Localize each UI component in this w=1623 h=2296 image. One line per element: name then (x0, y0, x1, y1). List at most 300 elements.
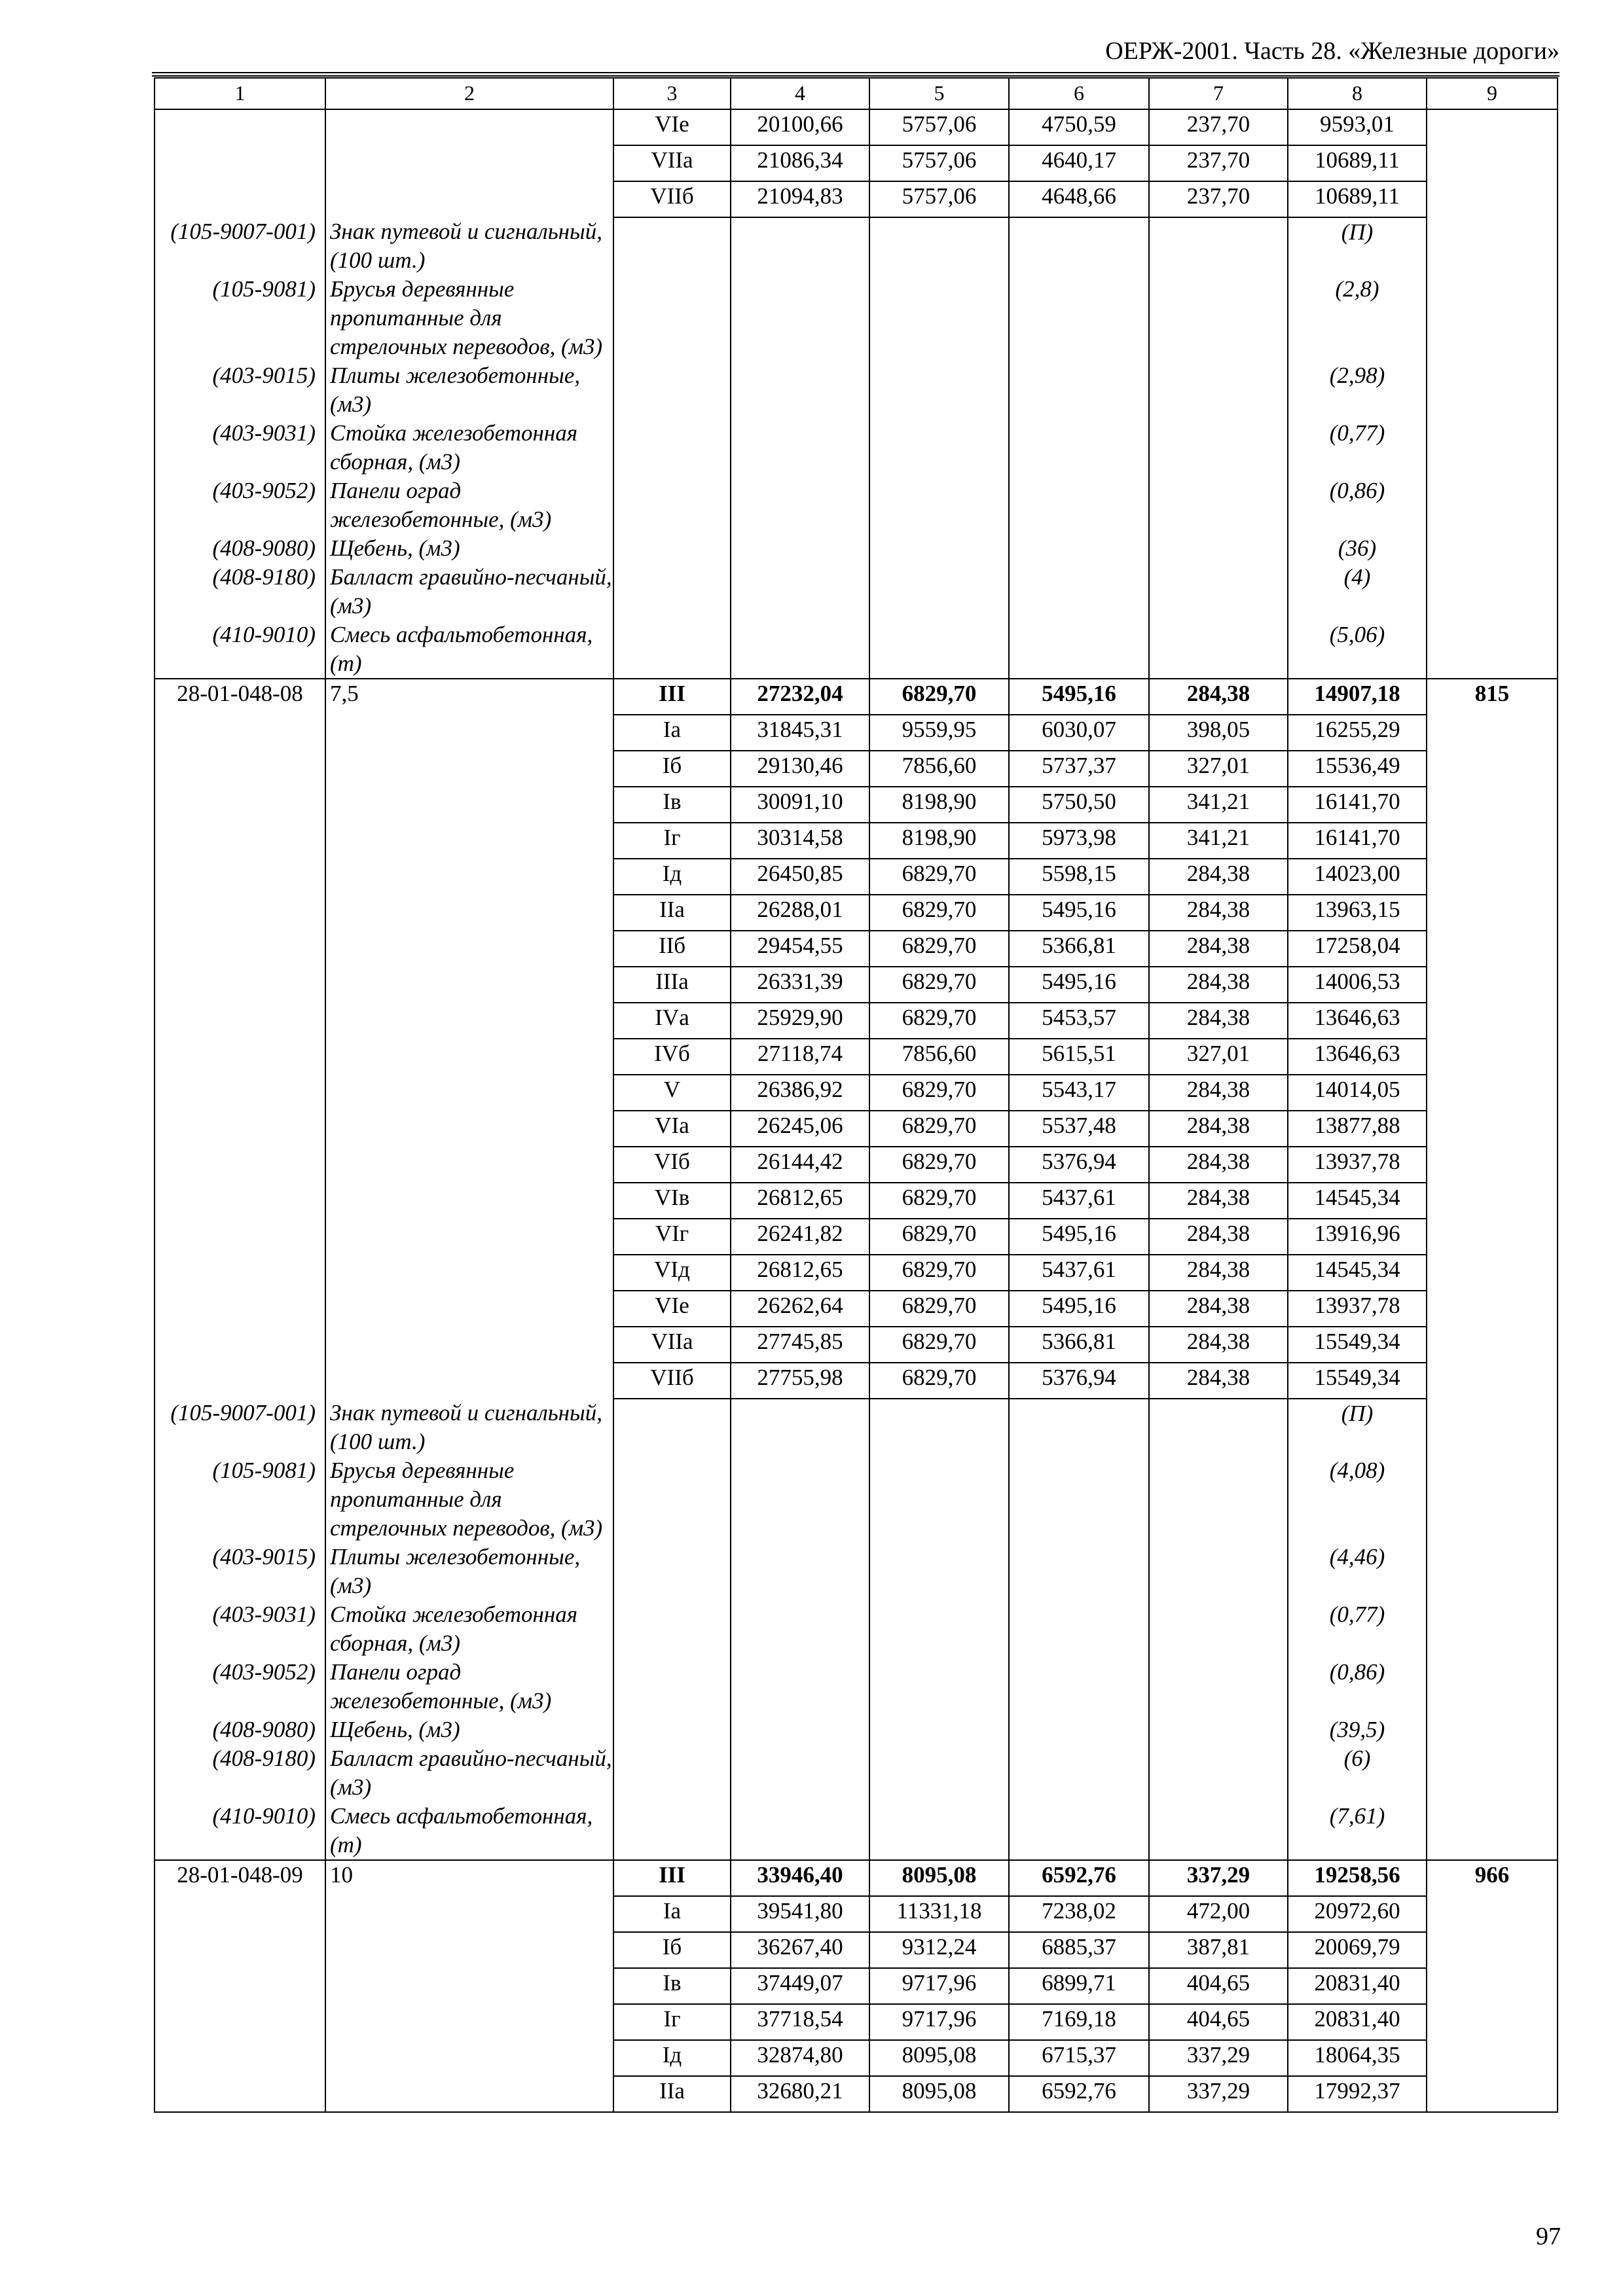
value-cell: 8095,08 (869, 2040, 1009, 2076)
value-cell: 14907,18 (1288, 679, 1427, 715)
entry-param-cell (325, 109, 613, 145)
material-row (155, 1744, 1558, 1802)
table-row (155, 2040, 1558, 2076)
value-cell: 13646,63 (1288, 1003, 1427, 1039)
column-header: 2 (325, 78, 613, 109)
empty-cell (731, 1600, 869, 1658)
material-qty: (0,86) (1288, 1658, 1427, 1715)
empty-cell (1009, 1744, 1149, 1802)
empty-cell (613, 1456, 731, 1543)
empty-cell (869, 476, 1009, 534)
value-cell: 472,00 (1149, 1896, 1288, 1932)
zone-cell: Iб (613, 1932, 731, 1968)
material-row (155, 1600, 1558, 1658)
empty-cell (1427, 275, 1558, 361)
value-cell: 20831,40 (1288, 1968, 1427, 2004)
value-cell: 13916,96 (1288, 1219, 1427, 1255)
empty-cell (613, 419, 731, 476)
value-cell: 10689,11 (1288, 145, 1427, 181)
entry-code-cell (155, 1039, 325, 1075)
entry-code-cell (155, 109, 325, 145)
total-cell (1427, 1111, 1558, 1147)
material-name: Плиты железобетонные, (м3) (325, 361, 613, 419)
empty-cell (731, 1543, 869, 1600)
value-cell: 25929,90 (731, 1003, 869, 1039)
material-qty: (4,46) (1288, 1543, 1427, 1600)
empty-cell (613, 1543, 731, 1600)
value-cell: 337,29 (1149, 2076, 1288, 2112)
value-cell: 8095,08 (869, 2076, 1009, 2112)
value-cell: 284,38 (1149, 1111, 1288, 1147)
table-row (155, 1291, 1558, 1327)
material-row (155, 1715, 1558, 1744)
table-row (155, 2004, 1558, 2040)
total-cell (1427, 2004, 1558, 2040)
total-cell (1427, 751, 1558, 787)
material-qty: (36) (1288, 534, 1427, 563)
value-cell: 387,81 (1149, 1932, 1288, 1968)
value-cell: 6829,70 (869, 1183, 1009, 1219)
material-row (155, 1802, 1558, 1860)
empty-cell (613, 563, 731, 620)
material-row (155, 534, 1558, 563)
value-cell: 341,21 (1149, 823, 1288, 859)
empty-cell (613, 1715, 731, 1744)
zone-cell: Iв (613, 1968, 731, 2004)
value-cell: 6899,71 (1009, 1968, 1149, 2004)
empty-cell (1427, 217, 1558, 275)
value-cell: 284,38 (1149, 1075, 1288, 1111)
value-cell: 341,21 (1149, 787, 1288, 823)
value-cell: 6829,70 (869, 1219, 1009, 1255)
value-cell: 9717,96 (869, 2004, 1009, 2040)
empty-cell (613, 1744, 731, 1802)
total-cell (1427, 2040, 1558, 2076)
zone-cell: VIб (613, 1147, 731, 1183)
value-cell: 11331,18 (869, 1896, 1009, 1932)
total-cell (1427, 1219, 1558, 1255)
value-cell: 6829,70 (869, 1363, 1009, 1399)
value-cell: 7856,60 (869, 1039, 1009, 1075)
value-cell: 29454,55 (731, 931, 869, 967)
material-row (155, 1399, 1558, 1456)
empty-cell (1149, 419, 1288, 476)
entry-param-cell (325, 1327, 613, 1363)
entry-code-cell (155, 1291, 325, 1327)
value-cell: 4640,17 (1009, 145, 1149, 181)
value-cell: 18064,35 (1288, 2040, 1427, 2076)
empty-cell (869, 1802, 1009, 1860)
value-cell: 284,38 (1149, 1255, 1288, 1291)
value-cell: 284,38 (1149, 1219, 1288, 1255)
material-code: (403-9031) (155, 1600, 325, 1658)
entry-code-cell (155, 1219, 325, 1255)
total-cell (1427, 1327, 1558, 1363)
material-row (155, 620, 1558, 679)
empty-cell (731, 275, 869, 361)
entry-param-cell: 7,5 (325, 679, 613, 715)
value-cell: 5543,17 (1009, 1075, 1149, 1111)
empty-cell (1009, 476, 1149, 534)
value-cell: 14545,34 (1288, 1255, 1427, 1291)
material-qty: (4) (1288, 563, 1427, 620)
material-code: (105-9081) (155, 1456, 325, 1543)
value-cell: 20831,40 (1288, 2004, 1427, 2040)
entry-code-cell (155, 715, 325, 751)
material-qty: (2,98) (1288, 361, 1427, 419)
entry-param-cell (325, 2040, 613, 2076)
value-cell: 404,65 (1149, 1968, 1288, 2004)
value-cell: 37718,54 (731, 2004, 869, 2040)
column-header: 3 (613, 78, 731, 109)
value-cell: 27232,04 (731, 679, 869, 715)
table-row (155, 145, 1558, 181)
material-code: (403-9015) (155, 361, 325, 419)
value-cell: 14023,00 (1288, 859, 1427, 895)
table-row (155, 931, 1558, 967)
entry-param-cell (325, 1255, 613, 1291)
material-name: Балласт гравийно-песчаный, (м3) (325, 563, 613, 620)
value-cell: 27755,98 (731, 1363, 869, 1399)
value-cell: 5376,94 (1009, 1147, 1149, 1183)
empty-cell (1009, 1456, 1149, 1543)
table-row (155, 1255, 1558, 1291)
material-name: Брусья деревянные пропитанные для стрелочных переводов, (м3) (325, 1456, 613, 1543)
entry-param-cell (325, 1219, 613, 1255)
material-name: Знак путевой и сигнальный, (100 шт.) (325, 217, 613, 275)
entry-code-cell (155, 2076, 325, 2112)
value-cell: 16255,29 (1288, 715, 1427, 751)
value-cell: 337,29 (1149, 2040, 1288, 2076)
zone-cell: IVа (613, 1003, 731, 1039)
empty-cell (1149, 563, 1288, 620)
empty-cell (869, 1744, 1009, 1802)
zone-cell: VIа (613, 1111, 731, 1147)
value-cell: 26450,85 (731, 859, 869, 895)
total-cell (1427, 1363, 1558, 1399)
empty-cell (613, 620, 731, 679)
value-cell: 17258,04 (1288, 931, 1427, 967)
column-header: 1 (155, 78, 325, 109)
value-cell: 5495,16 (1009, 1219, 1149, 1255)
zone-cell: Iг (613, 823, 731, 859)
empty-cell (869, 275, 1009, 361)
value-cell: 237,70 (1149, 181, 1288, 217)
value-cell: 6829,70 (869, 1111, 1009, 1147)
empty-cell (1009, 563, 1149, 620)
value-cell: 5366,81 (1009, 931, 1149, 967)
empty-cell (1149, 1658, 1288, 1715)
value-cell: 5453,57 (1009, 1003, 1149, 1039)
empty-cell (1009, 534, 1149, 563)
material-code: (105-9007-001) (155, 217, 325, 275)
table-row (155, 1896, 1558, 1932)
value-cell: 9717,96 (869, 1968, 1009, 2004)
value-cell: 337,29 (1149, 1860, 1288, 1896)
empty-cell (1009, 1658, 1149, 1715)
entry-param-cell (325, 1896, 613, 1932)
value-cell: 5757,06 (869, 145, 1009, 181)
value-cell: 5750,50 (1009, 787, 1149, 823)
material-name: Балласт гравийно-песчаный, (м3) (325, 1744, 613, 1802)
empty-cell (731, 1802, 869, 1860)
table-row (155, 1003, 1558, 1039)
empty-cell (1149, 476, 1288, 534)
zone-cell: Iв (613, 787, 731, 823)
value-cell: 14545,34 (1288, 1183, 1427, 1219)
table-row (155, 1183, 1558, 1219)
zone-cell: VIд (613, 1255, 731, 1291)
empty-cell (731, 361, 869, 419)
entry-param-cell (325, 1039, 613, 1075)
entry-code-cell (155, 1147, 325, 1183)
empty-cell (869, 534, 1009, 563)
empty-cell (731, 217, 869, 275)
value-cell: 9559,95 (869, 715, 1009, 751)
value-cell: 237,70 (1149, 109, 1288, 145)
empty-cell (869, 1600, 1009, 1658)
material-row (155, 361, 1558, 419)
value-cell: 26241,82 (731, 1219, 869, 1255)
empty-cell (1009, 275, 1149, 361)
entry-param-cell (325, 1075, 613, 1111)
total-cell (1427, 715, 1558, 751)
material-name: Смесь асфальтобетонная, (т) (325, 1802, 613, 1860)
value-cell: 8095,08 (869, 1860, 1009, 1896)
material-qty: (0,86) (1288, 476, 1427, 534)
entry-code-cell: 28-01-048-08 (155, 679, 325, 715)
value-cell: 13937,78 (1288, 1291, 1427, 1327)
empty-cell (613, 1802, 731, 1860)
value-cell: 5757,06 (869, 109, 1009, 145)
value-cell: 21086,34 (731, 145, 869, 181)
total-cell (1427, 1932, 1558, 1968)
material-qty: (6) (1288, 1744, 1427, 1802)
material-code: (408-9180) (155, 1744, 325, 1802)
material-name: Щебень, (м3) (325, 1715, 613, 1744)
entry-param-cell (325, 2004, 613, 2040)
entry-param-cell (325, 1003, 613, 1039)
total-cell (1427, 1039, 1558, 1075)
table-row (155, 823, 1558, 859)
empty-cell (869, 1715, 1009, 1744)
value-cell: 8198,90 (869, 787, 1009, 823)
value-cell: 6829,70 (869, 967, 1009, 1003)
header-rule (152, 72, 1559, 77)
value-cell: 6592,76 (1009, 2076, 1149, 2112)
value-cell: 15549,34 (1288, 1327, 1427, 1363)
empty-cell (869, 1399, 1009, 1456)
zone-cell: IIа (613, 895, 731, 931)
value-cell: 5495,16 (1009, 679, 1149, 715)
material-code: (105-9081) (155, 275, 325, 361)
empty-cell (613, 217, 731, 275)
material-name: Брусья деревянные пропитанные для стрелочных переводов, (м3) (325, 275, 613, 361)
material-name: Знак путевой и сигнальный, (100 шт.) (325, 1399, 613, 1456)
material-code: (408-9180) (155, 563, 325, 620)
empty-cell (613, 1600, 731, 1658)
entry-code-cell (155, 145, 325, 181)
material-name: Щебень, (м3) (325, 534, 613, 563)
empty-cell (1149, 1543, 1288, 1600)
value-cell: 6829,70 (869, 1003, 1009, 1039)
material-qty: (2,8) (1288, 275, 1427, 361)
entry-param-cell (325, 145, 613, 181)
entry-code-cell (155, 181, 325, 217)
value-cell: 15549,34 (1288, 1363, 1427, 1399)
value-cell: 16141,70 (1288, 823, 1427, 859)
value-cell: 6829,70 (869, 859, 1009, 895)
table-row (155, 1363, 1558, 1399)
column-header: 7 (1149, 78, 1288, 109)
entry-param-cell (325, 823, 613, 859)
entry-param-cell (325, 181, 613, 217)
empty-cell (1427, 620, 1558, 679)
value-cell: 33946,40 (731, 1860, 869, 1896)
empty-cell (1149, 217, 1288, 275)
total-cell (1427, 1075, 1558, 1111)
running-header: ОЕРЖ-2001. Часть 28. «Железные дороги» (1105, 37, 1559, 65)
empty-cell (731, 1715, 869, 1744)
material-code: (410-9010) (155, 620, 325, 679)
entry-code-cell (155, 967, 325, 1003)
empty-cell (1427, 1543, 1558, 1600)
total-cell (1427, 181, 1558, 217)
value-cell: 5437,61 (1009, 1183, 1149, 1219)
zone-cell: Iа (613, 715, 731, 751)
empty-cell (869, 1456, 1009, 1543)
empty-cell (613, 275, 731, 361)
entry-code-cell (155, 1896, 325, 1932)
value-cell: 5366,81 (1009, 1327, 1149, 1363)
value-cell: 5495,16 (1009, 967, 1149, 1003)
entry-code-cell (155, 1327, 325, 1363)
entry-code-cell (155, 895, 325, 931)
value-cell: 6829,70 (869, 931, 1009, 967)
empty-cell (1427, 1600, 1558, 1658)
empty-cell (869, 361, 1009, 419)
table-row (155, 895, 1558, 931)
table-row (155, 1327, 1558, 1363)
value-cell: 6829,70 (869, 1327, 1009, 1363)
empty-cell (1149, 1399, 1288, 1456)
entry-param-cell (325, 859, 613, 895)
table-row (155, 859, 1558, 895)
value-cell: 14006,53 (1288, 967, 1427, 1003)
table-row (155, 679, 1558, 715)
total-cell (1427, 145, 1558, 181)
empty-cell (1427, 534, 1558, 563)
empty-cell (1427, 1802, 1558, 1860)
zone-cell: VIе (613, 1291, 731, 1327)
empty-cell (613, 534, 731, 563)
entry-code-cell (155, 931, 325, 967)
value-cell: 16141,70 (1288, 787, 1427, 823)
table-row (155, 2076, 1558, 2112)
value-cell: 26812,65 (731, 1183, 869, 1219)
total-cell (1427, 859, 1558, 895)
zone-cell: IIа (613, 2076, 731, 2112)
empty-cell (869, 563, 1009, 620)
value-cell: 284,38 (1149, 1291, 1288, 1327)
material-name: Смесь асфальтобетонная, (т) (325, 620, 613, 679)
value-cell: 6030,07 (1009, 715, 1149, 751)
empty-cell (1149, 534, 1288, 563)
empty-cell (1149, 1600, 1288, 1658)
material-row (155, 1658, 1558, 1715)
entry-param-cell (325, 715, 613, 751)
zone-cell: VIг (613, 1219, 731, 1255)
entry-code-cell (155, 751, 325, 787)
value-cell: 20100,66 (731, 109, 869, 145)
value-cell: 21094,83 (731, 181, 869, 217)
empty-cell (1009, 419, 1149, 476)
total-cell (1427, 931, 1558, 967)
value-cell: 29130,46 (731, 751, 869, 787)
value-cell: 237,70 (1149, 145, 1288, 181)
empty-cell (731, 1456, 869, 1543)
value-cell: 404,65 (1149, 2004, 1288, 2040)
entry-param-cell (325, 1147, 613, 1183)
empty-cell (869, 217, 1009, 275)
total-cell (1427, 1968, 1558, 2004)
value-cell: 30314,58 (731, 823, 869, 859)
value-cell: 26331,39 (731, 967, 869, 1003)
value-cell: 284,38 (1149, 1003, 1288, 1039)
zone-cell: Iг (613, 2004, 731, 2040)
value-cell: 5737,37 (1009, 751, 1149, 787)
empty-cell (1009, 361, 1149, 419)
entry-param-cell (325, 1363, 613, 1399)
entry-param-cell (325, 1932, 613, 1968)
entry-code-cell (155, 1003, 325, 1039)
value-cell: 284,38 (1149, 1183, 1288, 1219)
table-row (155, 109, 1558, 145)
entry-param-cell: 10 (325, 1860, 613, 1896)
value-cell: 27745,85 (731, 1327, 869, 1363)
total-cell (1427, 1003, 1558, 1039)
table-row (155, 967, 1558, 1003)
empty-cell (613, 1399, 731, 1456)
material-code: (105-9007-001) (155, 1399, 325, 1456)
value-cell: 7856,60 (869, 751, 1009, 787)
material-qty: (7,61) (1288, 1802, 1427, 1860)
entry-param-cell (325, 1291, 613, 1327)
empty-cell (1149, 1744, 1288, 1802)
entry-param-cell (325, 787, 613, 823)
zone-cell: IIб (613, 931, 731, 967)
value-cell: 284,38 (1149, 679, 1288, 715)
column-header: 6 (1009, 78, 1149, 109)
empty-cell (1427, 1658, 1558, 1715)
value-cell: 20972,60 (1288, 1896, 1427, 1932)
material-code: (403-9052) (155, 1658, 325, 1715)
zone-cell: VIе (613, 109, 731, 145)
value-cell: 284,38 (1149, 931, 1288, 967)
empty-cell (1149, 620, 1288, 679)
entry-code-cell (155, 1111, 325, 1147)
zone-cell: VIIа (613, 1327, 731, 1363)
column-header: 9 (1427, 78, 1558, 109)
total-cell (1427, 895, 1558, 931)
empty-cell (731, 1658, 869, 1715)
zone-cell: VIIб (613, 181, 731, 217)
entry-code-cell (155, 823, 325, 859)
empty-cell (731, 476, 869, 534)
material-qty: (0,77) (1288, 1600, 1427, 1658)
material-row (155, 419, 1558, 476)
empty-cell (731, 534, 869, 563)
